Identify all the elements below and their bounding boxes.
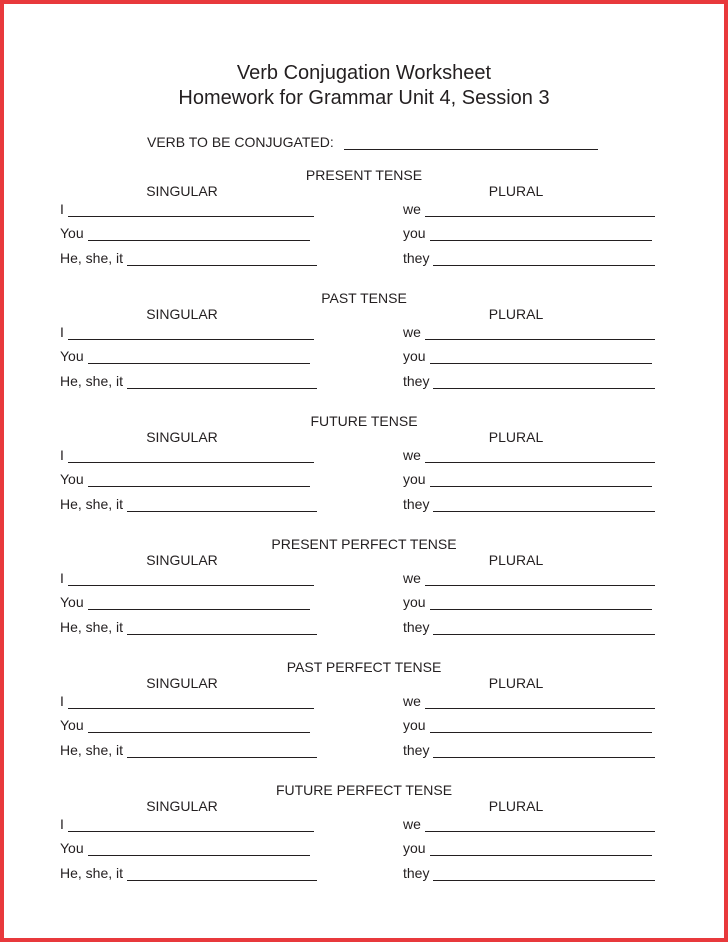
- singular-pronoun: You: [60, 348, 84, 364]
- tense-section: [0, 167, 728, 277]
- plural-pronoun: we: [403, 816, 421, 832]
- singular-answer-line[interactable]: [127, 745, 317, 758]
- tense-section: [0, 659, 728, 769]
- worksheet-subtitle: Homework for Grammar Unit 4, Session 3: [178, 87, 550, 109]
- singular-row: [60, 496, 317, 512]
- singular-row: [60, 471, 310, 487]
- singular-pronoun: I: [60, 570, 64, 586]
- tense-section: [0, 290, 728, 400]
- plural-row: [403, 201, 655, 217]
- plural-answer-line[interactable]: [425, 450, 655, 463]
- plural-row: [403, 250, 655, 266]
- singular-answer-line[interactable]: [88, 351, 310, 364]
- plural-row: [403, 594, 652, 610]
- plural-row: [403, 471, 652, 487]
- singular-answer-line[interactable]: [88, 474, 310, 487]
- singular-row: [60, 373, 317, 389]
- singular-header: SINGULAR: [146, 306, 218, 322]
- singular-answer-line[interactable]: [127, 622, 317, 635]
- singular-answer-line[interactable]: [88, 843, 310, 856]
- tense-title: PAST PERFECT TENSE: [286, 659, 442, 675]
- plural-pronoun: they: [403, 742, 430, 758]
- singular-header: SINGULAR: [146, 183, 218, 199]
- singular-pronoun: You: [60, 225, 84, 241]
- singular-pronoun: You: [60, 717, 84, 733]
- singular-pronoun: He, she, it: [60, 619, 124, 635]
- plural-header: PLURAL: [488, 183, 544, 199]
- plural-header: PLURAL: [488, 675, 544, 691]
- singular-pronoun: I: [60, 447, 64, 463]
- singular-answer-line[interactable]: [127, 499, 317, 512]
- plural-answer-line[interactable]: [433, 253, 655, 266]
- plural-row: [403, 693, 655, 709]
- plural-pronoun: you: [403, 717, 426, 733]
- plural-answer-line[interactable]: [425, 204, 655, 217]
- plural-pronoun: you: [403, 471, 426, 487]
- singular-row: [60, 324, 314, 340]
- plural-answer-line[interactable]: [430, 351, 652, 364]
- tense-section: [0, 413, 728, 523]
- plural-row: [403, 816, 655, 832]
- singular-row: [60, 447, 314, 463]
- tense-title: FUTURE PERFECT TENSE: [275, 782, 453, 798]
- singular-row: [60, 865, 317, 881]
- tense-title: FUTURE TENSE: [310, 413, 418, 429]
- singular-answer-line[interactable]: [68, 327, 314, 340]
- singular-answer-line[interactable]: [68, 204, 314, 217]
- singular-row: [60, 594, 310, 610]
- singular-answer-line[interactable]: [68, 573, 314, 586]
- plural-pronoun: you: [403, 225, 426, 241]
- singular-row: [60, 619, 317, 635]
- plural-answer-line[interactable]: [433, 622, 655, 635]
- plural-pronoun: we: [403, 570, 421, 586]
- singular-row: [60, 348, 310, 364]
- tense-title: PRESENT PERFECT TENSE: [271, 536, 457, 552]
- plural-row: [403, 865, 655, 881]
- plural-answer-line[interactable]: [430, 228, 652, 241]
- singular-pronoun: He, she, it: [60, 250, 124, 266]
- singular-row: [60, 201, 314, 217]
- plural-answer-line[interactable]: [430, 474, 652, 487]
- plural-answer-line[interactable]: [425, 819, 655, 832]
- plural-header: PLURAL: [488, 429, 544, 445]
- singular-pronoun: I: [60, 324, 64, 340]
- singular-answer-line[interactable]: [127, 253, 317, 266]
- plural-pronoun: you: [403, 840, 426, 856]
- singular-pronoun: You: [60, 471, 84, 487]
- singular-answer-line[interactable]: [127, 868, 317, 881]
- tense-title: PAST TENSE: [321, 290, 407, 306]
- plural-header: PLURAL: [488, 306, 544, 322]
- plural-answer-line[interactable]: [433, 868, 655, 881]
- singular-answer-line[interactable]: [68, 696, 314, 709]
- plural-answer-line[interactable]: [430, 720, 652, 733]
- plural-row: [403, 717, 652, 733]
- plural-answer-line[interactable]: [430, 597, 652, 610]
- singular-pronoun: He, she, it: [60, 373, 124, 389]
- plural-answer-line[interactable]: [433, 745, 655, 758]
- singular-pronoun: He, she, it: [60, 865, 124, 881]
- tense-title: PRESENT TENSE: [305, 167, 423, 183]
- plural-row: [403, 570, 655, 586]
- singular-row: [60, 742, 317, 758]
- singular-pronoun: He, she, it: [60, 742, 124, 758]
- plural-pronoun: they: [403, 865, 430, 881]
- singular-row: [60, 717, 310, 733]
- plural-answer-line[interactable]: [430, 843, 652, 856]
- verb-prompt-label: VERB TO BE CONJUGATED:: [147, 134, 334, 150]
- plural-pronoun: you: [403, 594, 426, 610]
- plural-row: [403, 840, 652, 856]
- singular-row: [60, 693, 314, 709]
- singular-answer-line[interactable]: [68, 819, 314, 832]
- singular-header: SINGULAR: [146, 429, 218, 445]
- singular-header: SINGULAR: [146, 798, 218, 814]
- plural-pronoun: they: [403, 373, 430, 389]
- singular-answer-line[interactable]: [88, 720, 310, 733]
- worksheet-title: Verb Conjugation Worksheet: [236, 62, 492, 84]
- singular-answer-line[interactable]: [68, 450, 314, 463]
- plural-answer-line[interactable]: [433, 376, 655, 389]
- plural-pronoun: they: [403, 496, 430, 512]
- verb-prompt-row: [147, 134, 598, 150]
- plural-row: [403, 373, 655, 389]
- plural-row: [403, 447, 655, 463]
- plural-pronoun: we: [403, 201, 421, 217]
- singular-pronoun: You: [60, 594, 84, 610]
- singular-answer-line[interactable]: [127, 376, 317, 389]
- plural-answer-line[interactable]: [425, 327, 655, 340]
- plural-pronoun: we: [403, 447, 421, 463]
- plural-pronoun: we: [403, 693, 421, 709]
- singular-row: [60, 840, 310, 856]
- plural-row: [403, 348, 652, 364]
- plural-row: [403, 742, 655, 758]
- singular-row: [60, 225, 310, 241]
- plural-pronoun: you: [403, 348, 426, 364]
- plural-answer-line[interactable]: [425, 696, 655, 709]
- tense-section: [0, 536, 728, 646]
- singular-row: [60, 250, 317, 266]
- singular-answer-line[interactable]: [88, 597, 310, 610]
- plural-row: [403, 619, 655, 635]
- plural-answer-line[interactable]: [433, 499, 655, 512]
- singular-answer-line[interactable]: [88, 228, 310, 241]
- plural-row: [403, 225, 652, 241]
- verb-answer-line[interactable]: [344, 135, 598, 150]
- singular-pronoun: You: [60, 840, 84, 856]
- plural-header: PLURAL: [488, 552, 544, 568]
- singular-row: [60, 570, 314, 586]
- plural-row: [403, 324, 655, 340]
- singular-row: [60, 816, 314, 832]
- singular-pronoun: I: [60, 201, 64, 217]
- singular-header: SINGULAR: [146, 552, 218, 568]
- singular-header: SINGULAR: [146, 675, 218, 691]
- plural-header: PLURAL: [488, 798, 544, 814]
- singular-pronoun: I: [60, 693, 64, 709]
- singular-pronoun: He, she, it: [60, 496, 124, 512]
- tense-section: [0, 782, 728, 892]
- plural-pronoun: we: [403, 324, 421, 340]
- plural-row: [403, 496, 655, 512]
- plural-pronoun: they: [403, 619, 430, 635]
- plural-answer-line[interactable]: [425, 573, 655, 586]
- plural-pronoun: they: [403, 250, 430, 266]
- singular-pronoun: I: [60, 816, 64, 832]
